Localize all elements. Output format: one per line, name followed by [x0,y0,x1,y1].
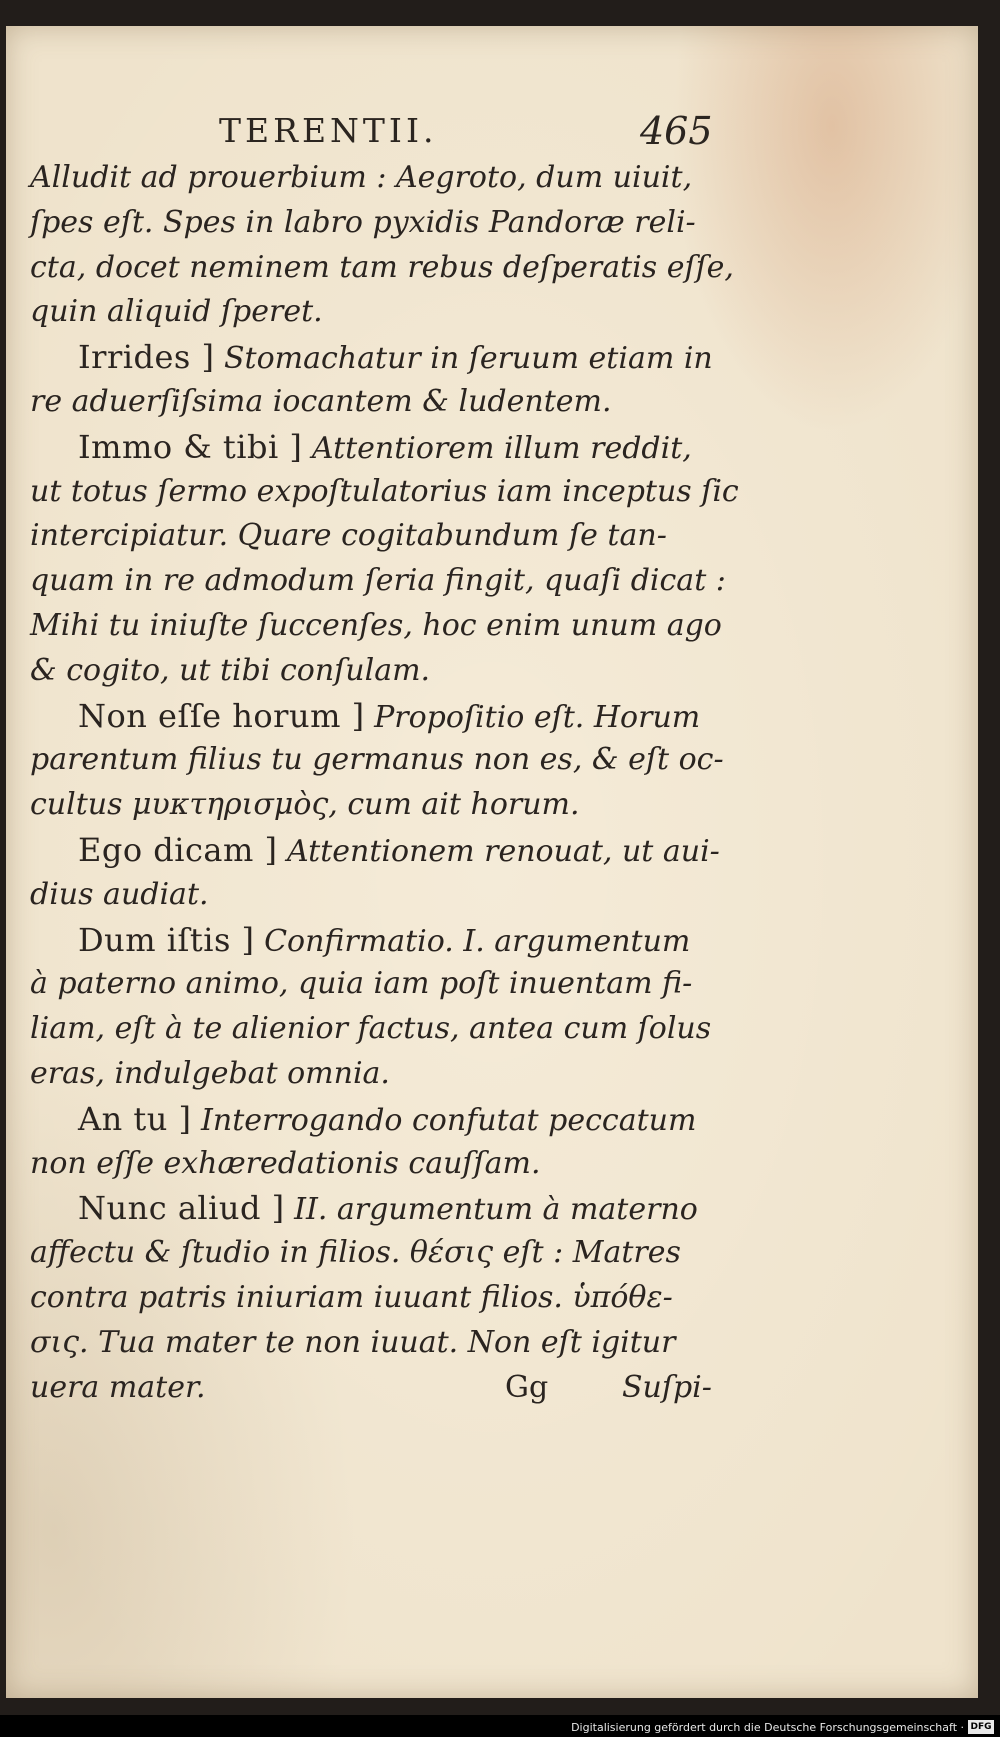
line-text: II. argumentum à materno [284,1192,698,1228]
text-line [30,873,720,918]
text-line [30,201,720,246]
line-text: ſpes eſt. Spes in labro pyxidis Pandoræ reli- [30,204,696,240]
dfg-logo: DFG [968,1720,994,1734]
line-text: affectu & ſtudio in filios. θέσις eſt : Matres [30,1235,681,1271]
text-line [30,962,720,1007]
line-text: Mihi tu iniuſte ſuccenſes, hoc enim unum ago [30,607,722,643]
text-line [30,1052,720,1097]
text-line [30,470,739,515]
lemma: Nunc aliud ] [78,1189,285,1228]
running-head [6,111,978,161]
text-line [30,694,720,739]
lemma: Immo & tibi ] [78,427,303,466]
line-text: Interrogando confutat peccatum [191,1102,697,1138]
lemma: Dum iſtis ] [78,920,255,959]
book-page [6,26,978,1698]
line-text: dius audiat. [30,876,209,912]
text-line [30,246,734,291]
text-line [30,1231,720,1276]
text-line [30,1186,720,1231]
line-text: intercipiatur. Quare cogitabundum ſe tan- [30,518,667,554]
digitization-credit: Digitalisierung gefördert durch die Deutsche Forschungsgemeinschaft · [571,1721,964,1734]
line-text: Confirmatio. I. argumentum [254,923,691,959]
line-text: liam, eſt à te alienior factus, antea cum ſolus [30,1011,712,1047]
line-text: Attentiorem illum reddit, [302,430,692,466]
text-line [30,918,720,963]
text-line [30,783,720,828]
line-text: Attentionem renouat, ut aui- [277,833,720,869]
line-text: Alludit ad prouerbium : Aegroto, dum uiuit, [30,160,693,195]
line-text: eras, indulgebat omnia. [30,1055,390,1091]
line-text: quin aliquid ſperet. [30,294,323,330]
text-line [30,828,720,873]
text-line [30,1276,720,1321]
text-line [30,514,720,559]
text-line [30,1321,720,1366]
line-text: uera mater. [30,1369,206,1405]
line-text: Propoſitio eſt. Horum [364,699,701,735]
page-number: 465 [640,109,713,153]
lemma: Non eſſe horum ] [78,696,365,735]
lemma: Irrides ] [78,338,215,377]
text-line [30,604,720,649]
text-line [30,380,720,425]
line-text: Stomachatur in ſeruum etiam in [214,341,713,377]
line-text: quam in re admodum ſeria fingit, quaſi dicat : [30,563,726,599]
text-line [30,290,720,335]
text-line [30,738,724,783]
line-text: non eſſe exhæredationis cauſſam. [30,1145,541,1181]
text-line [30,1366,720,1411]
text-line [30,1142,720,1187]
lemma: Ego dicam ] [78,830,278,869]
text-line [30,425,720,470]
catchword: Suſpi- [622,1369,712,1405]
line-text: cultus μυκτηρισμὸς, cum ait horum. [30,787,580,823]
text-block [30,156,739,1410]
line-text: parentum filius tu germanus non es, & eſt oc- [30,742,724,778]
line-text: re aduerſiſsima iocantem & ludentem. [30,383,612,419]
line-text: ut totus ſermo expoſtulatorius iam inceptus ſic [30,473,739,509]
text-line [30,559,726,604]
line-text: contra patris iniuriam iuuant filios. ὑπόθε- [30,1279,673,1315]
running-title: TERENTII. [219,111,438,150]
line-text: à paterno animo, quia iam poſt inuentam fi- [30,966,693,1002]
signature-mark: Gg [505,1369,549,1405]
text-line [30,1097,720,1142]
text-line [30,649,720,694]
digitization-footer [0,1715,1000,1737]
line-text: cta, docet neminem tam rebus deſperatis eſſe, [30,249,734,285]
text-line [30,156,720,201]
text-line [30,335,720,380]
text-line [30,1007,720,1052]
line-text: σις. Tua mater te non iuuat. Non eſt igitur [30,1324,676,1360]
line-text: & cogito, ut tibi conſulam. [30,652,431,688]
lemma: An tu ] [78,1099,192,1138]
